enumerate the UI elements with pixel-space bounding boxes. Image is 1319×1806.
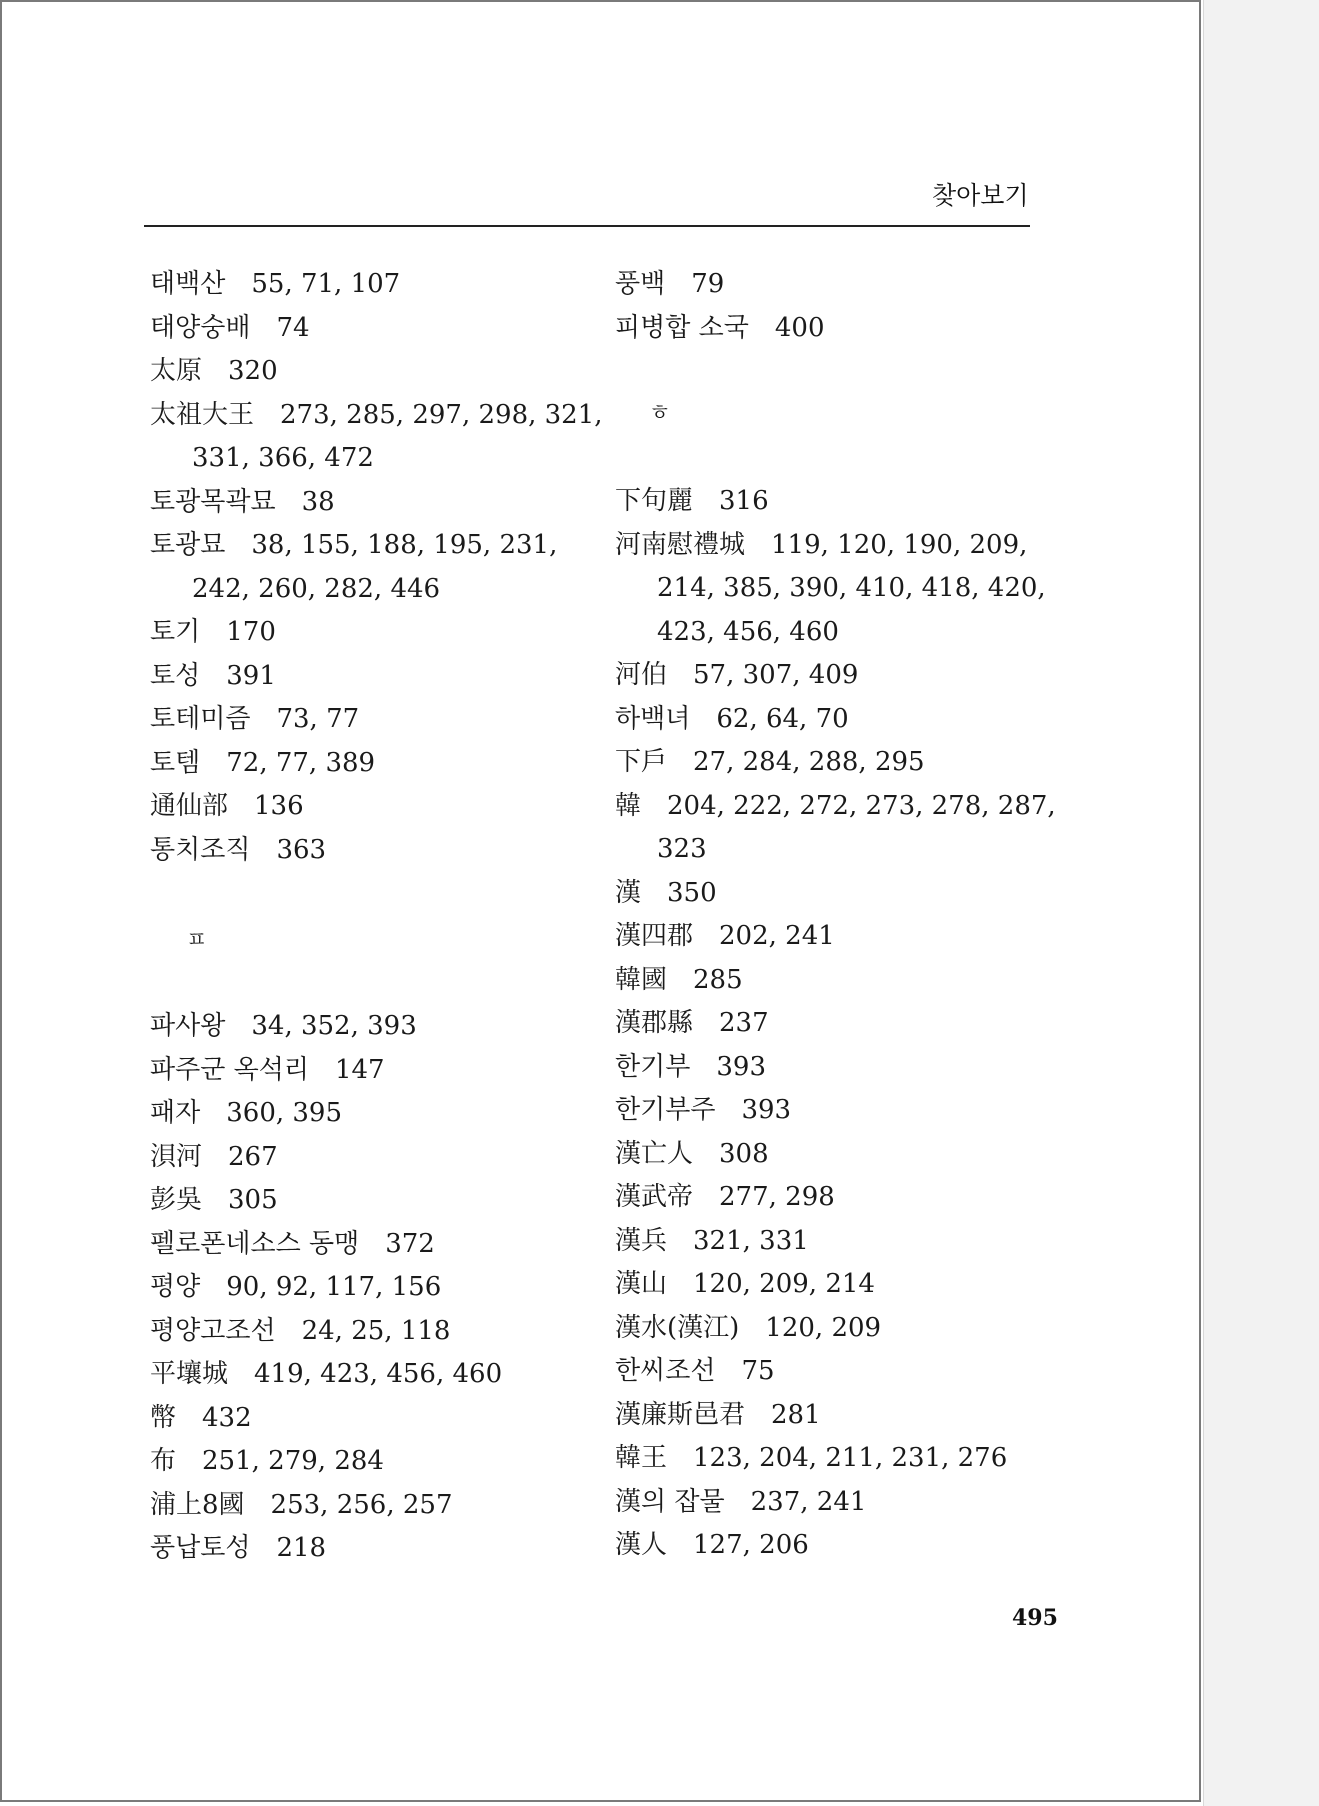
index-entry xyxy=(150,1054,385,1086)
index-letter-heading: ㅎ xyxy=(649,401,671,426)
index-entry xyxy=(615,746,925,778)
index-entry xyxy=(615,703,849,735)
index-pages: 305 xyxy=(228,1185,278,1215)
index-pages-continued: 423, 456, 460 xyxy=(657,616,839,647)
index-entry xyxy=(150,486,335,518)
index-pages: 277, 298 xyxy=(719,1182,835,1212)
index-entry xyxy=(615,1312,881,1344)
index-term: 漢四郡 xyxy=(615,921,694,951)
index-term: 浦上8國 xyxy=(150,1489,245,1520)
section-title: 찾아보기 xyxy=(932,181,1029,210)
header-rule xyxy=(144,225,1030,227)
index-term: 풍납토성 xyxy=(150,1533,251,1563)
index-pages: 74 xyxy=(276,312,310,343)
index-term: 漢郡縣 xyxy=(615,1008,694,1038)
index-pages: 90, 92, 117, 156 xyxy=(226,1272,442,1302)
index-pages: 202, 241 xyxy=(719,921,835,951)
index-term: 浿河 xyxy=(150,1141,203,1172)
index-term: 태양숭배 xyxy=(150,312,251,343)
index-pages: 237 xyxy=(719,1008,769,1038)
index-term: 漢兵 xyxy=(615,1225,668,1256)
index-entry xyxy=(615,790,1056,822)
index-term: 漢山 xyxy=(615,1269,668,1299)
index-pages: 120, 209, 214 xyxy=(693,1269,875,1299)
index-letter-heading: ㅍ xyxy=(186,928,208,953)
index-term: 토광묘 xyxy=(150,530,226,560)
index-term: 파사왕 xyxy=(150,1011,226,1041)
index-pages: 75 xyxy=(741,1356,775,1386)
index-pages: 119, 120, 190, 209, xyxy=(771,529,1028,560)
index-entry xyxy=(150,399,603,431)
index-term: 토광목곽묘 xyxy=(150,486,276,517)
index-pages: 57, 307, 409 xyxy=(693,660,859,690)
index-pages-continued: 323 xyxy=(657,834,707,864)
index-entry xyxy=(150,1010,417,1042)
index-pages: 34, 352, 393 xyxy=(251,1011,417,1041)
index-pages: 393 xyxy=(741,1095,792,1125)
index-pages: 400 xyxy=(774,312,825,343)
index-term: 漢 xyxy=(615,877,642,908)
index-term: 漢의 잡물 xyxy=(615,1486,725,1517)
index-term: 토템 xyxy=(150,747,201,778)
index-pages: 170 xyxy=(226,617,276,647)
index-term: 토테미즘 xyxy=(150,704,251,734)
index-pages: 38 xyxy=(301,486,335,517)
index-entry xyxy=(615,1094,791,1126)
index-term: 풍백 xyxy=(615,269,666,299)
index-pages: 204, 222, 272, 273, 278, 287, xyxy=(667,790,1056,821)
index-pages: 73, 77 xyxy=(276,704,360,734)
index-term: 下戶 xyxy=(615,747,668,777)
index-pages: 321, 331 xyxy=(693,1225,809,1256)
index-term: 평양고조선 xyxy=(150,1315,276,1346)
index-term: 河南慰禮城 xyxy=(615,529,746,560)
index-pages: 147 xyxy=(334,1054,385,1085)
index-entry xyxy=(615,312,825,344)
index-pages: 273, 285, 297, 298, 321, xyxy=(280,399,603,430)
index-pages: 62, 64, 70 xyxy=(716,703,849,734)
index-pages: 363 xyxy=(276,834,327,865)
index-term: 漢亡人 xyxy=(615,1138,694,1169)
index-entry xyxy=(615,485,769,517)
index-entry xyxy=(150,660,276,692)
index-term: 한씨조선 xyxy=(615,1356,716,1386)
index-pages: 123, 204, 211, 231, 276 xyxy=(693,1443,1008,1473)
index-entry xyxy=(150,1141,278,1173)
page-number: 495 xyxy=(1012,1605,1058,1631)
index-entry xyxy=(615,1138,769,1170)
index-entry xyxy=(150,616,276,648)
index-term: 평양 xyxy=(150,1272,201,1302)
index-pages: 391 xyxy=(226,660,276,691)
index-term: 통치조직 xyxy=(150,834,251,865)
index-pages: 38, 155, 188, 195, 231, xyxy=(251,530,558,560)
index-term: 漢廉斯邑君 xyxy=(615,1399,746,1430)
index-entry xyxy=(150,1184,278,1216)
index-term: 태백산 xyxy=(150,269,226,299)
index-entry xyxy=(615,1442,1007,1474)
index-term: 토성 xyxy=(150,660,201,691)
index-entry xyxy=(150,1402,252,1434)
index-term: 通仙部 xyxy=(150,791,229,821)
index-term: 漢水(漢江) xyxy=(615,1312,740,1343)
index-pages: 281 xyxy=(771,1399,821,1430)
index-pages: 372 xyxy=(385,1228,435,1259)
index-entry xyxy=(615,1399,821,1431)
index-entry xyxy=(150,312,310,344)
viewer-margin xyxy=(1203,0,1319,1806)
index-pages: 120, 209 xyxy=(765,1312,882,1343)
index-term: 펠로폰네소스 동맹 xyxy=(150,1228,360,1259)
index-term: 太祖大王 xyxy=(150,399,255,430)
index-entry xyxy=(150,355,278,387)
index-entry xyxy=(615,1007,769,1039)
index-entry xyxy=(150,703,359,735)
index-entry xyxy=(615,1181,835,1213)
index-term: 토기 xyxy=(150,617,201,647)
index-entry xyxy=(615,920,835,952)
index-entry xyxy=(615,1225,809,1257)
index-pages: 218 xyxy=(276,1533,327,1563)
index-entry xyxy=(150,268,400,300)
index-pages: 432 xyxy=(202,1402,252,1433)
index-entry xyxy=(150,1097,342,1129)
index-entry xyxy=(150,1489,452,1521)
index-pages: 79 xyxy=(691,269,725,299)
index-term: 布 xyxy=(150,1446,177,1476)
index-pages: 320 xyxy=(228,356,278,386)
index-pages-continued: 331, 366, 472 xyxy=(192,443,374,473)
index-pages: 237, 241 xyxy=(750,1486,867,1517)
index-term: 韓王 xyxy=(615,1443,668,1473)
index-entry xyxy=(150,1228,435,1260)
index-term: 平壤城 xyxy=(150,1359,229,1389)
index-entry xyxy=(615,1355,775,1387)
index-term: 파주군 옥석리 xyxy=(150,1054,309,1085)
index-pages: 350 xyxy=(667,877,717,908)
index-term: 한기부 xyxy=(615,1051,691,1082)
index-term: 하백녀 xyxy=(615,703,691,734)
index-term: 韓國 xyxy=(615,964,668,995)
index-pages: 24, 25, 118 xyxy=(301,1315,451,1346)
index-entry xyxy=(150,1445,384,1477)
index-term: 漢人 xyxy=(615,1530,668,1560)
index-pages: 316 xyxy=(719,486,769,516)
index-entry xyxy=(615,1051,766,1083)
index-pages-continued: 214, 385, 390, 410, 418, 420, xyxy=(657,573,1046,603)
index-entry xyxy=(150,747,375,779)
index-entry xyxy=(615,1268,875,1300)
index-term: 河伯 xyxy=(615,660,668,690)
index-entry xyxy=(150,834,326,866)
index-entry xyxy=(615,877,717,909)
index-pages: 267 xyxy=(228,1141,278,1172)
index-entry xyxy=(615,1486,866,1518)
index-pages: 251, 279, 284 xyxy=(202,1446,384,1476)
index-pages: 136 xyxy=(254,791,304,821)
index-term: 韓 xyxy=(615,790,642,821)
index-entry xyxy=(150,1532,326,1564)
index-pages: 55, 71, 107 xyxy=(251,269,401,299)
index-entry xyxy=(615,1529,809,1561)
index-term: 太原 xyxy=(150,356,203,386)
index-entry xyxy=(150,1315,450,1347)
index-entry xyxy=(150,529,557,561)
index-term: 彭吳 xyxy=(150,1185,203,1215)
index-pages: 419, 423, 456, 460 xyxy=(254,1359,503,1389)
index-entry xyxy=(150,790,304,822)
index-pages-continued: 242, 260, 282, 446 xyxy=(192,573,441,604)
index-entry xyxy=(150,1358,502,1390)
index-term: 下句麗 xyxy=(615,486,694,516)
index-pages: 393 xyxy=(716,1051,766,1082)
index-pages: 72, 77, 389 xyxy=(226,747,376,778)
index-term: 한기부주 xyxy=(615,1095,716,1125)
index-entry xyxy=(615,268,724,300)
index-entry xyxy=(615,964,743,996)
index-entry xyxy=(150,1271,441,1303)
index-pages: 127, 206 xyxy=(693,1530,809,1560)
index-pages: 360, 395 xyxy=(226,1098,343,1128)
index-entry xyxy=(615,659,858,691)
index-term: 패자 xyxy=(150,1098,201,1128)
index-pages: 285 xyxy=(693,964,743,995)
index-pages: 253, 256, 257 xyxy=(270,1489,453,1520)
index-term: 피병합 소국 xyxy=(615,312,749,343)
index-term: 漢武帝 xyxy=(615,1182,694,1212)
index-entry xyxy=(615,529,1027,561)
index-term: 幣 xyxy=(150,1402,177,1433)
index-pages: 27, 284, 288, 295 xyxy=(693,747,925,777)
index-pages: 308 xyxy=(719,1138,769,1169)
